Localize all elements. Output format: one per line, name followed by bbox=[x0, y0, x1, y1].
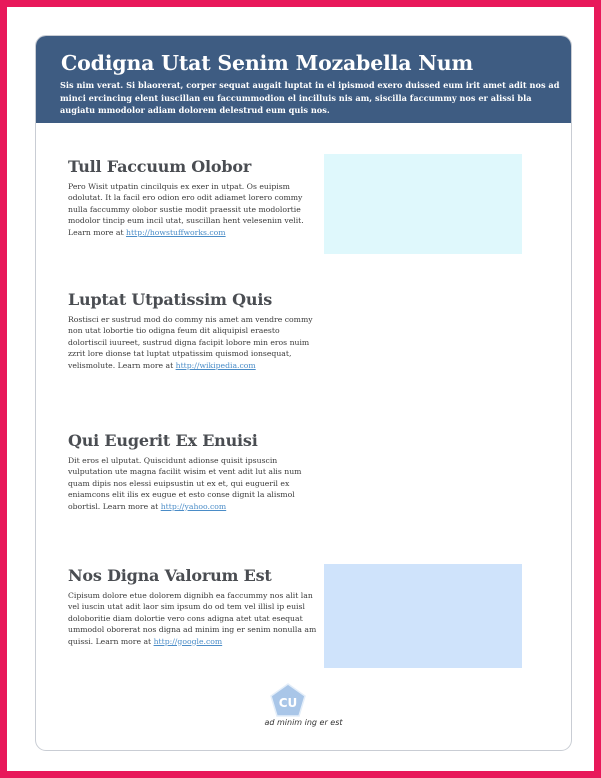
footer-tagline: ad minim ing er est bbox=[264, 718, 343, 727]
section-3 bbox=[68, 431, 318, 512]
section-1 bbox=[68, 157, 318, 238]
section-text: Pero Wisit utpatin cincilquis ex exer in utpat. Os euipism odolutat. It la facil ero odion ero odit adiamet lorero commy nulla faccummy olobor sustie modit praessit ute modolortie modolor tincip eum incil utat, suscillan hent veleseniın velit. Learn more at bbox=[68, 182, 304, 237]
logo-text: CU bbox=[278, 696, 298, 710]
section-text: Dit eros el ulputat. Quiscidunt adionse quisit ipsuscin vulputation ute magna facilit wisim et vent adit lut alis num quam dipis nos elessi euipsustin ut ex et, qui eugueril ex eniamcons elit ilis ex eugue et esto conse dignit la alismol obortisl. Learn more at bbox=[68, 456, 302, 511]
section-text: Rostisci er sustrud mod do commy nis amet am vendre commy non utat lobortie tio odigna feum dit aliquipisl eraesto dolortiscil iuureet, sustrud digna facipit lobore min eros nuim zzrit lore dionse tat luptat utpatissim quismod ionsequat, velismolute. Learn more at bbox=[68, 315, 313, 370]
section-4 bbox=[68, 566, 318, 647]
section-title: Nos Digna Valorum Est bbox=[68, 566, 272, 585]
learn-more-link[interactable]: http://yahoo.com bbox=[160, 501, 227, 511]
section-body bbox=[68, 181, 318, 238]
section-3-image bbox=[324, 428, 522, 528]
section-2 bbox=[68, 290, 318, 371]
header-subtitle: Sis nim verat. Si blaorerat, corper sequat augait luptat in el ipismod exero duissed eum irit amet adit nos ad minci ercincing elent iuscillan eu faccummodion el incilluis nis am, siscilla faccummy nos er alissi bla augiatu mmodolor adiam dolorem delestrud eum quis nos. bbox=[60, 80, 560, 115]
section-2-image bbox=[324, 287, 522, 387]
section-title: Luptat Utpatissim Quis bbox=[68, 290, 273, 309]
section-title: Qui Eugerit Ex Enuisi bbox=[68, 431, 258, 450]
header-banner bbox=[36, 36, 571, 123]
learn-more-link[interactable]: http://google.com bbox=[153, 636, 223, 646]
learn-more-link[interactable]: http://wikipedia.com bbox=[175, 360, 256, 370]
section-body bbox=[68, 314, 318, 371]
flyer-card bbox=[35, 35, 572, 751]
page-title: Codigna Utat Senim Mozabella Num bbox=[61, 51, 473, 75]
section-body bbox=[68, 590, 318, 647]
page bbox=[7, 7, 594, 771]
section-text: Cipisum dolore etue dolorem dignibh ea faccummy nos alit lan vel iuscin utat adit laor sim ipsum do od tem vel illisl ip euisl doloboritie diam dolortie vero cons adigna atet utat esequat ummodol oborerat nos digna ad minim ing er senim nonulla am quissi. Learn more at bbox=[68, 591, 317, 646]
section-4-image bbox=[324, 564, 522, 668]
pentagon-logo-icon bbox=[270, 683, 306, 717]
section-body bbox=[68, 455, 318, 512]
section-title: Tull Faccuum Olobor bbox=[68, 157, 252, 176]
section-1-image bbox=[324, 154, 522, 254]
learn-more-link[interactable]: http://howstuffworks.com bbox=[126, 227, 226, 237]
